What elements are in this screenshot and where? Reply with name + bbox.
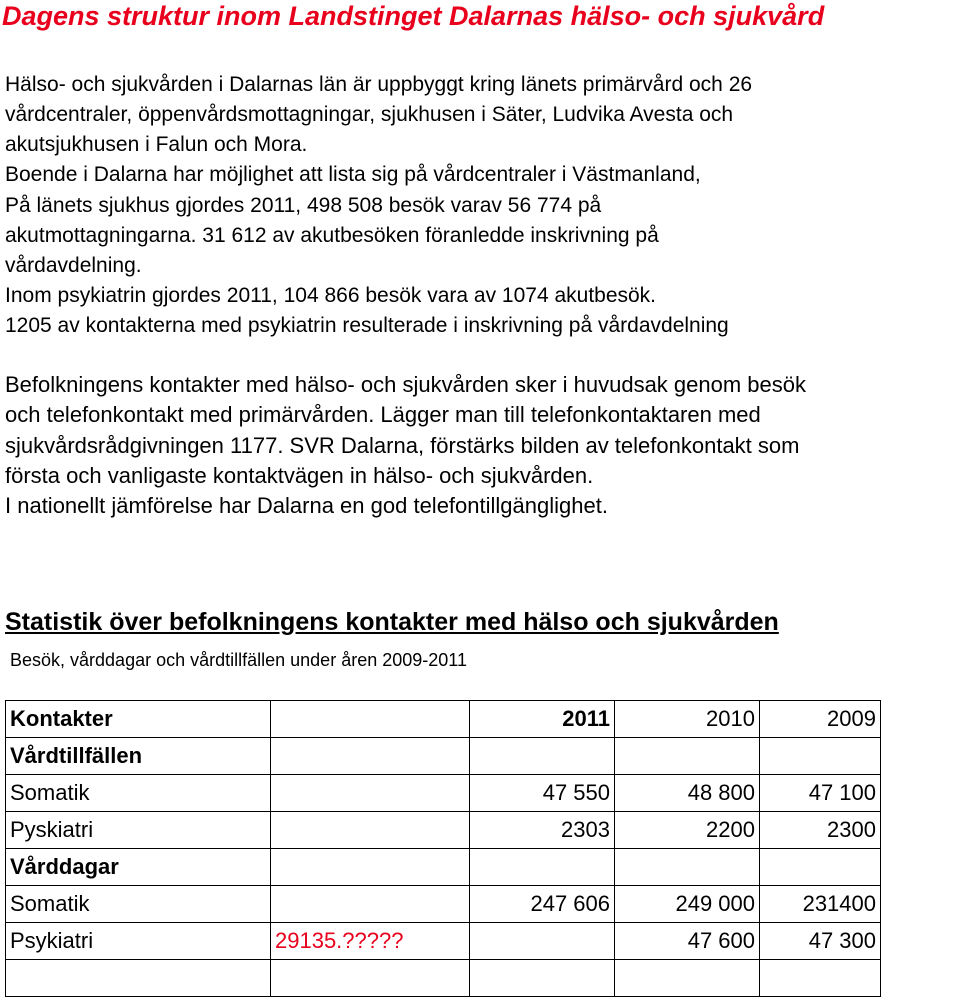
table-header-row <box>6 701 881 738</box>
row-label: Somatik <box>6 886 271 923</box>
cell-2011: 2303 <box>470 812 615 849</box>
cell-2009 <box>760 738 881 775</box>
paragraph-line: vårdcentraler, öppenvårdsmottagningar, sjukhusen i Säter, Ludvika Avesta och <box>5 103 734 126</box>
paragraph-line: akutmottagningarna. 31 612 av akutbesöken föranledde inskrivning på <box>5 224 659 247</box>
paragraph-line: sjukvårdsrådgivningen 1177. SVR Dalarna, förstärks bilden av telefonkontakt som <box>5 433 800 458</box>
paragraph-line: 1205 av kontakterna med psykiatrin resulterade i inskrivning på vårdavdelning <box>5 314 729 337</box>
cell-2009: 47 100 <box>760 775 881 812</box>
cell-2010: 2200 <box>615 812 760 849</box>
row-note <box>271 775 470 812</box>
table-row <box>6 923 881 960</box>
section-title: Statistik över befolkningens kontakter med hälso och sjukvården <box>5 608 779 636</box>
row-label: Vårdtillfällen <box>6 738 271 775</box>
row-label: Pyskiatri <box>6 812 271 849</box>
document-title: Dagens struktur inom Landstinget Dalarnas hälso- och sjukvård <box>2 1 825 31</box>
row-note: 29135.????? <box>271 923 470 960</box>
paragraph-line: första och vanligaste kontaktvägen in hälso- och sjukvården. <box>5 463 594 488</box>
paragraph-line: Inom psykiatrin gjordes 2011, 104 866 besök vara av 1074 akutbesök. <box>5 284 657 307</box>
table-row <box>6 812 881 849</box>
table-row <box>6 775 881 812</box>
table-row <box>6 886 881 923</box>
paragraph-line: På länets sjukhus gjordes 2011, 498 508 besök varav 56 774 på <box>5 194 602 217</box>
cell-2011 <box>470 849 615 886</box>
header-cell-2011: 2011 <box>470 701 615 738</box>
cell-2011 <box>470 960 615 997</box>
header-cell-label: Kontakter <box>6 701 271 738</box>
header-cell-2010: 2010 <box>615 701 760 738</box>
cell-2010 <box>615 849 760 886</box>
table-row <box>6 738 881 775</box>
paragraph-line: akutsjukhusen i Falun och Mora. <box>5 133 308 156</box>
row-label: Psykiatri <box>6 923 271 960</box>
table-row <box>6 960 881 997</box>
row-note <box>271 738 470 775</box>
row-note <box>271 886 470 923</box>
cell-2010 <box>615 960 760 997</box>
row-label <box>6 960 271 997</box>
paragraph-line: vårdavdelning. <box>5 254 142 277</box>
cell-2011 <box>470 923 615 960</box>
row-note <box>271 960 470 997</box>
cell-2010: 48 800 <box>615 775 760 812</box>
cell-2009: 47 300 <box>760 923 881 960</box>
cell-2010: 47 600 <box>615 923 760 960</box>
section-subtitle: Besök, vårddagar och vårdtillfällen under åren 2009-2011 <box>10 650 467 670</box>
cell-2009: 231400 <box>760 886 881 923</box>
cell-2010: 249 000 <box>615 886 760 923</box>
header-cell-note <box>271 701 470 738</box>
cell-2009: 2300 <box>760 812 881 849</box>
table-row <box>6 849 881 886</box>
paragraph-line: I nationellt jämförelse har Dalarna en god telefontillgänglighet. <box>5 493 608 518</box>
paragraph-line: Befolkningens kontakter med hälso- och sjukvården sker i huvudsak genom besök <box>5 372 807 397</box>
cell-2010 <box>615 738 760 775</box>
paragraph-line: Hälso- och sjukvården i Dalarnas län är uppbyggt kring länets primärvård och 26 <box>5 73 753 96</box>
header-cell-2009: 2009 <box>760 701 881 738</box>
statistics-table <box>5 700 881 997</box>
paragraph-line: och telefonkontakt med primärvården. Lägger man till telefonkontaktaren med <box>5 402 761 427</box>
cell-2011: 247 606 <box>470 886 615 923</box>
cell-2009 <box>760 960 881 997</box>
cell-2011 <box>470 738 615 775</box>
row-note <box>271 812 470 849</box>
paragraph-line: Boende i Dalarna har möjlighet att lista sig på vårdcentraler i Västmanland, <box>5 163 701 186</box>
cell-2011: 47 550 <box>470 775 615 812</box>
row-label: Somatik <box>6 775 271 812</box>
row-note <box>271 849 470 886</box>
row-label: Vårddagar <box>6 849 271 886</box>
cell-2009 <box>760 849 881 886</box>
